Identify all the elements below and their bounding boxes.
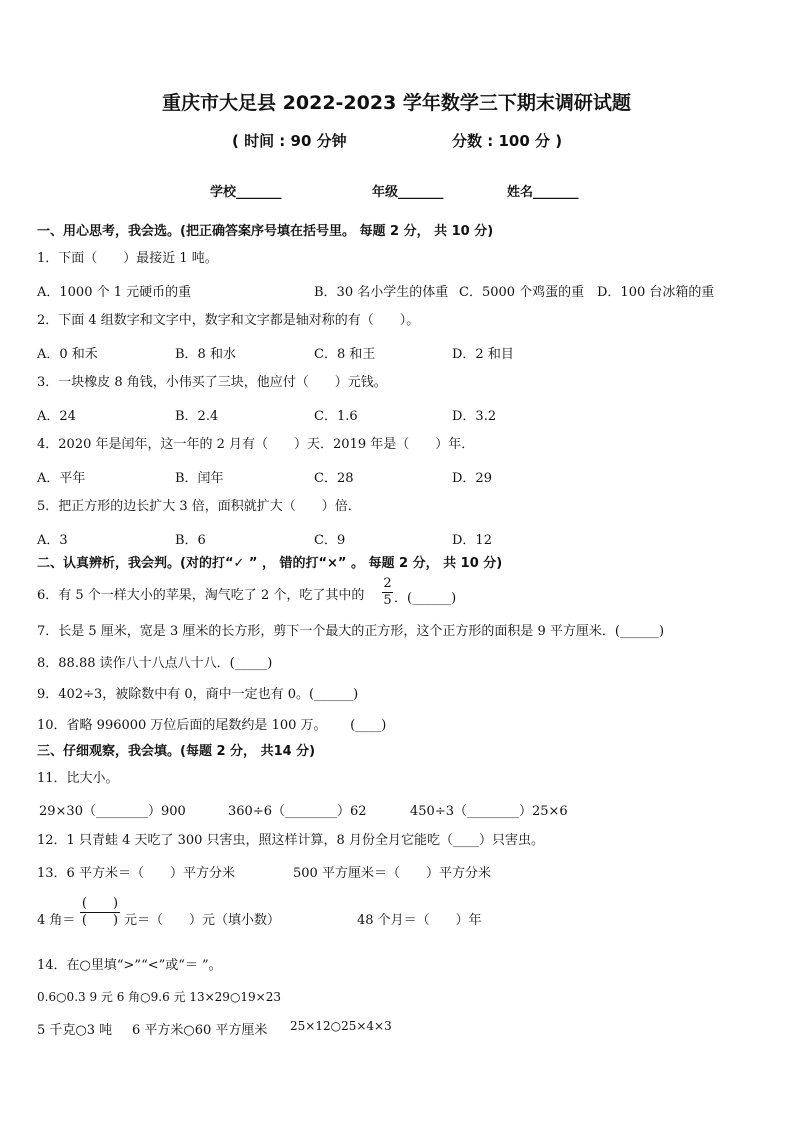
q13-part-b: 500 平方厘米＝（ ）平方分米 xyxy=(293,866,491,881)
q1-option-d: D．100 台冰箱的重 xyxy=(597,285,715,300)
q2-option-b: B．8 和水 xyxy=(175,347,236,362)
q3-option-c: C．1.6 xyxy=(314,409,358,424)
q2-option-c: C．8 和王 xyxy=(314,347,376,362)
q13-part-a: 13．6 平方米＝（ ）平方分米 xyxy=(37,866,235,881)
q13-part-d: 48 个月＝（ ）年 xyxy=(357,913,482,928)
question-11: 11．比大小。 xyxy=(37,771,119,786)
question-10: 10．省略 996000 万位后面的尾数约是 100 万。 (____) xyxy=(37,718,387,733)
section3-heading: 三、仔细观察，我会填。(每题 2 分， 共14 分) xyxy=(37,744,316,759)
name-field: 姓名_______ xyxy=(507,185,579,200)
school-field: 学校_______ xyxy=(210,185,282,200)
q5-option-a: A．3 xyxy=(37,533,68,548)
question-4: 4．2020 年是闰年，这一年的 2 月有（ ）天．2019 年是（ ）年． xyxy=(37,437,475,452)
q5-option-c: C．9 xyxy=(314,533,346,548)
q5-option-d: D．12 xyxy=(452,533,492,548)
q1-option-a: A．1000 个 1 元硬币的重 xyxy=(37,285,192,300)
q4-option-a: A．平年 xyxy=(37,471,86,486)
exam-score: 分数 : 100 分 ) xyxy=(452,132,563,150)
question-2: 2．下面 4 组数字和文字中，数字和文字都是轴对称的有（ ）。 xyxy=(37,313,420,328)
question-1: 1．下面（ ）最接近 1 吨。 xyxy=(37,251,218,266)
section2-heading: 二、认真辨析，我会判。(对的打“✓ ” ， 错的打“×” 。 每题 2 分， 共 10 分) xyxy=(37,556,503,571)
q4-option-b: B．闰年 xyxy=(175,471,224,486)
question-8: 8．88.88 读作八十八点八十八．(_____) xyxy=(37,656,273,671)
q6-fraction-denominator: 5 xyxy=(383,593,392,608)
q13-part-c-prefix: 4 角＝ xyxy=(37,913,76,928)
q13-fraction xyxy=(80,897,120,928)
grade-field: 年级_______ xyxy=(372,185,444,200)
page-title: 重庆市大足县 2022-2023 学年数学三下期末调研试题 xyxy=(162,92,631,114)
q14-row-1: 0.6○0.3 9 元 6 角○9.6 元 13×29○19×23 xyxy=(37,990,282,1004)
q1-option-b: B．30 名小学生的体重 xyxy=(314,285,449,300)
q3-option-b: B．2.4 xyxy=(175,409,219,424)
q11-compare-b: 360÷6（________）62 xyxy=(228,804,367,819)
q13-fraction-numerator: ( ) xyxy=(81,896,119,911)
q6-fraction-numerator: 2 xyxy=(383,576,392,591)
q14-row-2-c: 25×12○25×4×3 xyxy=(290,1019,392,1033)
q3-option-a: A．24 xyxy=(37,409,76,424)
q5-option-b: B．6 xyxy=(175,533,206,548)
question-12: 12．1 只青蛙 4 天吃了 300 只害虫，照这样计算，8 月份全月它能吃（____）只害虫。 xyxy=(37,833,544,848)
q6-fraction xyxy=(382,577,393,608)
question-14: 14．在○里填“>”“<”或“＝ ”。 xyxy=(37,958,222,973)
q2-option-a: A．0 和禾 xyxy=(37,347,98,362)
q2-option-d: D．2 和目 xyxy=(452,347,514,362)
q3-option-d: D．3.2 xyxy=(452,409,497,424)
question-6-text: 6．有 5 个一样大小的苹果，淘气吃了 2 个，吃了其中的 xyxy=(37,588,365,603)
q6-answer-blank: ．(______) xyxy=(394,591,457,606)
q4-option-c: C．28 xyxy=(314,471,354,486)
question-7: 7．长是 5 厘米，宽是 3 厘米的长方形，剪下一个最大的正方形，这个正方形的面积是 9 平方厘米．(______) xyxy=(37,624,665,639)
q13-part-c-suffix: 元＝（ ）元（填小数） xyxy=(124,913,281,928)
question-9: 9．402÷3，被除数中有 0，商中一定也有 0。(______) xyxy=(37,687,359,702)
q11-compare-a: 29×30（________）900 xyxy=(39,804,186,819)
q14-row-2-b: 6 平方米○60 平方厘米 xyxy=(132,1023,268,1038)
q1-option-c: C．5000 个鸡蛋的重 xyxy=(459,285,585,300)
q4-option-d: D．29 xyxy=(452,471,492,486)
q11-compare-c: 450÷3（________）25×6 xyxy=(410,804,568,819)
exam-time: ( 时间 : 90 分钟 xyxy=(232,132,347,150)
question-3: 3．一块橡皮 8 角钱，小伟买了三块，他应付（ ）元钱。 xyxy=(37,375,387,390)
question-5: 5．把正方形的边长扩大 3 倍，面积就扩大（ ）倍． xyxy=(37,499,361,514)
section1-heading: 一、用心思考，我会选。(把正确答案序号填在括号里。 每题 2 分， 共 10 分) xyxy=(37,224,494,239)
q13-fraction-denominator: ( ) xyxy=(81,913,119,928)
q14-row-2-a: 5 千克○3 吨 xyxy=(37,1023,113,1038)
